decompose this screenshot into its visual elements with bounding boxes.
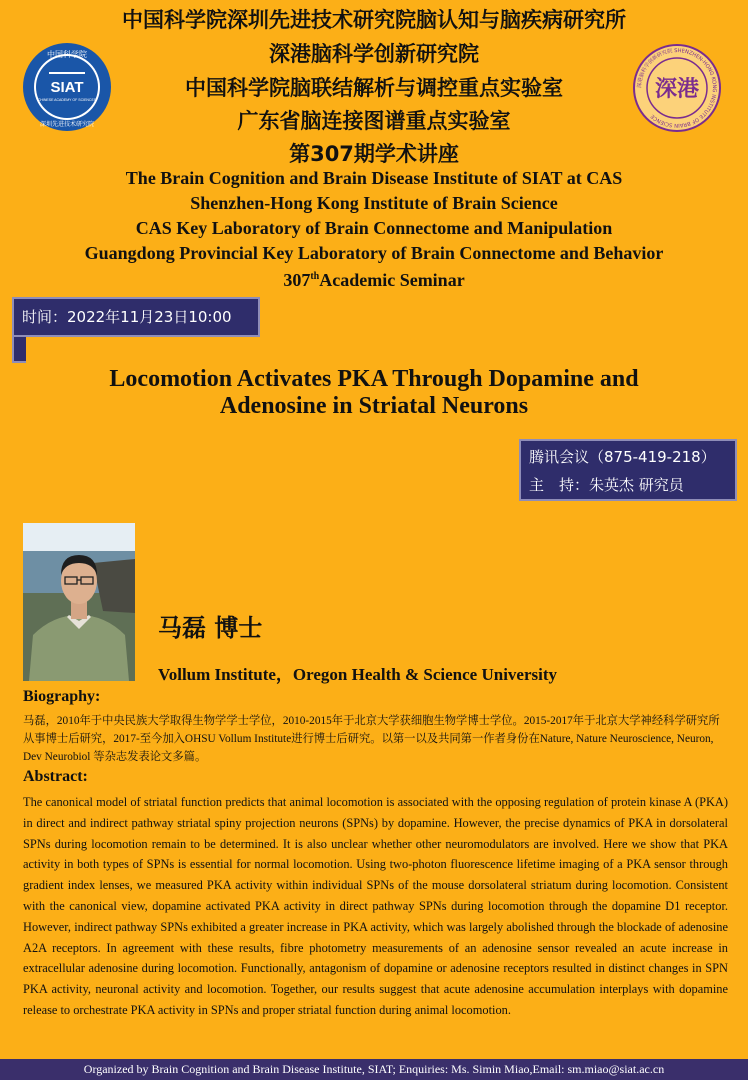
footer-bar: Organized by Brain Cognition and Brain Disease Institute, SIAT; Enquiries: Ms. Simin Miao,Email: sm.miao@siat.ac.cn	[0, 1059, 748, 1080]
header-cn-line-1: 中国科学院深圳先进技术研究院脑认知与脑疾病研究所	[122, 8, 626, 32]
header-cn-line-5: 第307期学术讲座	[289, 142, 459, 166]
right-logo-ring-text: 深港脑科学创新研究院 SHENZHEN-HONG KONG INSTITUTE OF BRAIN SCIENCE	[636, 47, 718, 129]
header-en-line-1: The Brain Cognition and Brain Disease Institute of SIAT at CAS	[125, 168, 623, 188]
abstract-label: Abstract:	[23, 768, 88, 785]
header-en-line-3: CAS Key Laboratory of Brain Connectome and Manipulation	[135, 218, 613, 238]
meeting-info-box	[519, 439, 737, 501]
siat-logo-sub-text: CHINESE ACADEMY OF SCIENCES	[37, 98, 97, 102]
meeting-id: 腾讯会议（875-419-218）	[529, 448, 716, 466]
host-info: 主 持：朱英杰 研究员	[529, 476, 684, 494]
siat-logo-bottom-text: 深圳先进技术研究院	[39, 121, 95, 128]
header-en-line-4: Guangdong Provincial Key Laboratory of Brain Connectome and Behavior	[84, 243, 664, 263]
brain-institute-logo	[632, 43, 722, 133]
time-box: 时间：2022年11月23日10:00	[12, 297, 260, 337]
siat-logo-main-text: SIAT	[50, 79, 84, 96]
right-logo-center-text: 深港	[654, 77, 700, 102]
seminar-number: 307	[283, 270, 311, 290]
siat-logo-top-text: 中国科学院	[47, 50, 87, 59]
speaker-institution: Vollum Institute，Oregon Health & Science University	[158, 665, 558, 684]
header-en-seminar	[0, 266, 748, 291]
seminar-ordinal-suffix: th	[310, 271, 320, 282]
header-cn-line-4: 广东省脑连接图谱重点实验室	[237, 109, 511, 133]
speaker-name: 马磊 博士	[158, 614, 263, 642]
talk-title-line-2: Adenosine in Striatal Neurons	[219, 393, 529, 419]
header-en-line-2: Shenzhen-Hong Kong Institute of Brain Science	[190, 193, 558, 213]
header-cn-line-2: 深港脑科学创新研究院	[269, 42, 479, 66]
seminar-text: Academic Seminar	[319, 270, 465, 290]
header-cn-line-3: 中国科学院脑联结解析与调控重点实验室	[185, 76, 563, 100]
biography-label: Biography:	[23, 688, 101, 705]
talk-title-line-1: Locomotion Activates PKA Through Dopamine and	[109, 366, 639, 392]
biography-text: 马磊，2010年于中央民族大学取得生物学学士学位，2010-2015年于北京大学获细胞生物学博士学位。2015-2017年于北京大学神经科学研究所从事博士后研究，2017-至今加入OHSU Vollum Institute进行博士后研究。以第一以及共同第一作者身份在Nature, Nature Neuroscience, Neuron, Dev Neurobiol 等杂志发表论文多篇。	[23, 715, 720, 763]
speaker-photo	[23, 523, 135, 681]
siat-logo	[22, 42, 112, 132]
abstract-text: The canonical model of striatal function predicts that animal locomotion is associated with the opposing regulation of protein kinase A (PKA) in direct and indirect pathway striatal spiny projection neurons (SPNs) by dopamine. However, the precise dynamics of PKA in dorsolateral SPNs during locomotion remain to be determined. It is also unclear whether other neuromodulators are involved. Here we show that PKA activity in both types of SPNs is essential for normal locomotion. Using two-photon fluorescence lifetime imaging of a PKA sensor through gradient index lenses, we measured PKA activity within individual SPNs of the mouse dorsolateral striatum during locomotion. Consistent with the canonical view, dopamine activated PKA activity in direct pathway SPNs during locomotion through the dopamine D1 receptor. However, indirect pathway SPNs exhibited a greater increase in PKA activity, which was largely abolished through the blockade of adenosine A2A receptors. In agreement with these results, fibre photometry measurements of an adenosine sensor revealed an acute increase in extracellular adenosine during locomotion. Functionally, antagonism of dopamine or adenosine receptors resulted in distinct changes in SPN PKA activity, neuronal activity and locomotion. Together, our results suggest that acute adenosine accumulation interplays with dopamine release to orchestrate PKA activity in SPNs and proper striatal function during animal locomotion.	[23, 795, 728, 1017]
